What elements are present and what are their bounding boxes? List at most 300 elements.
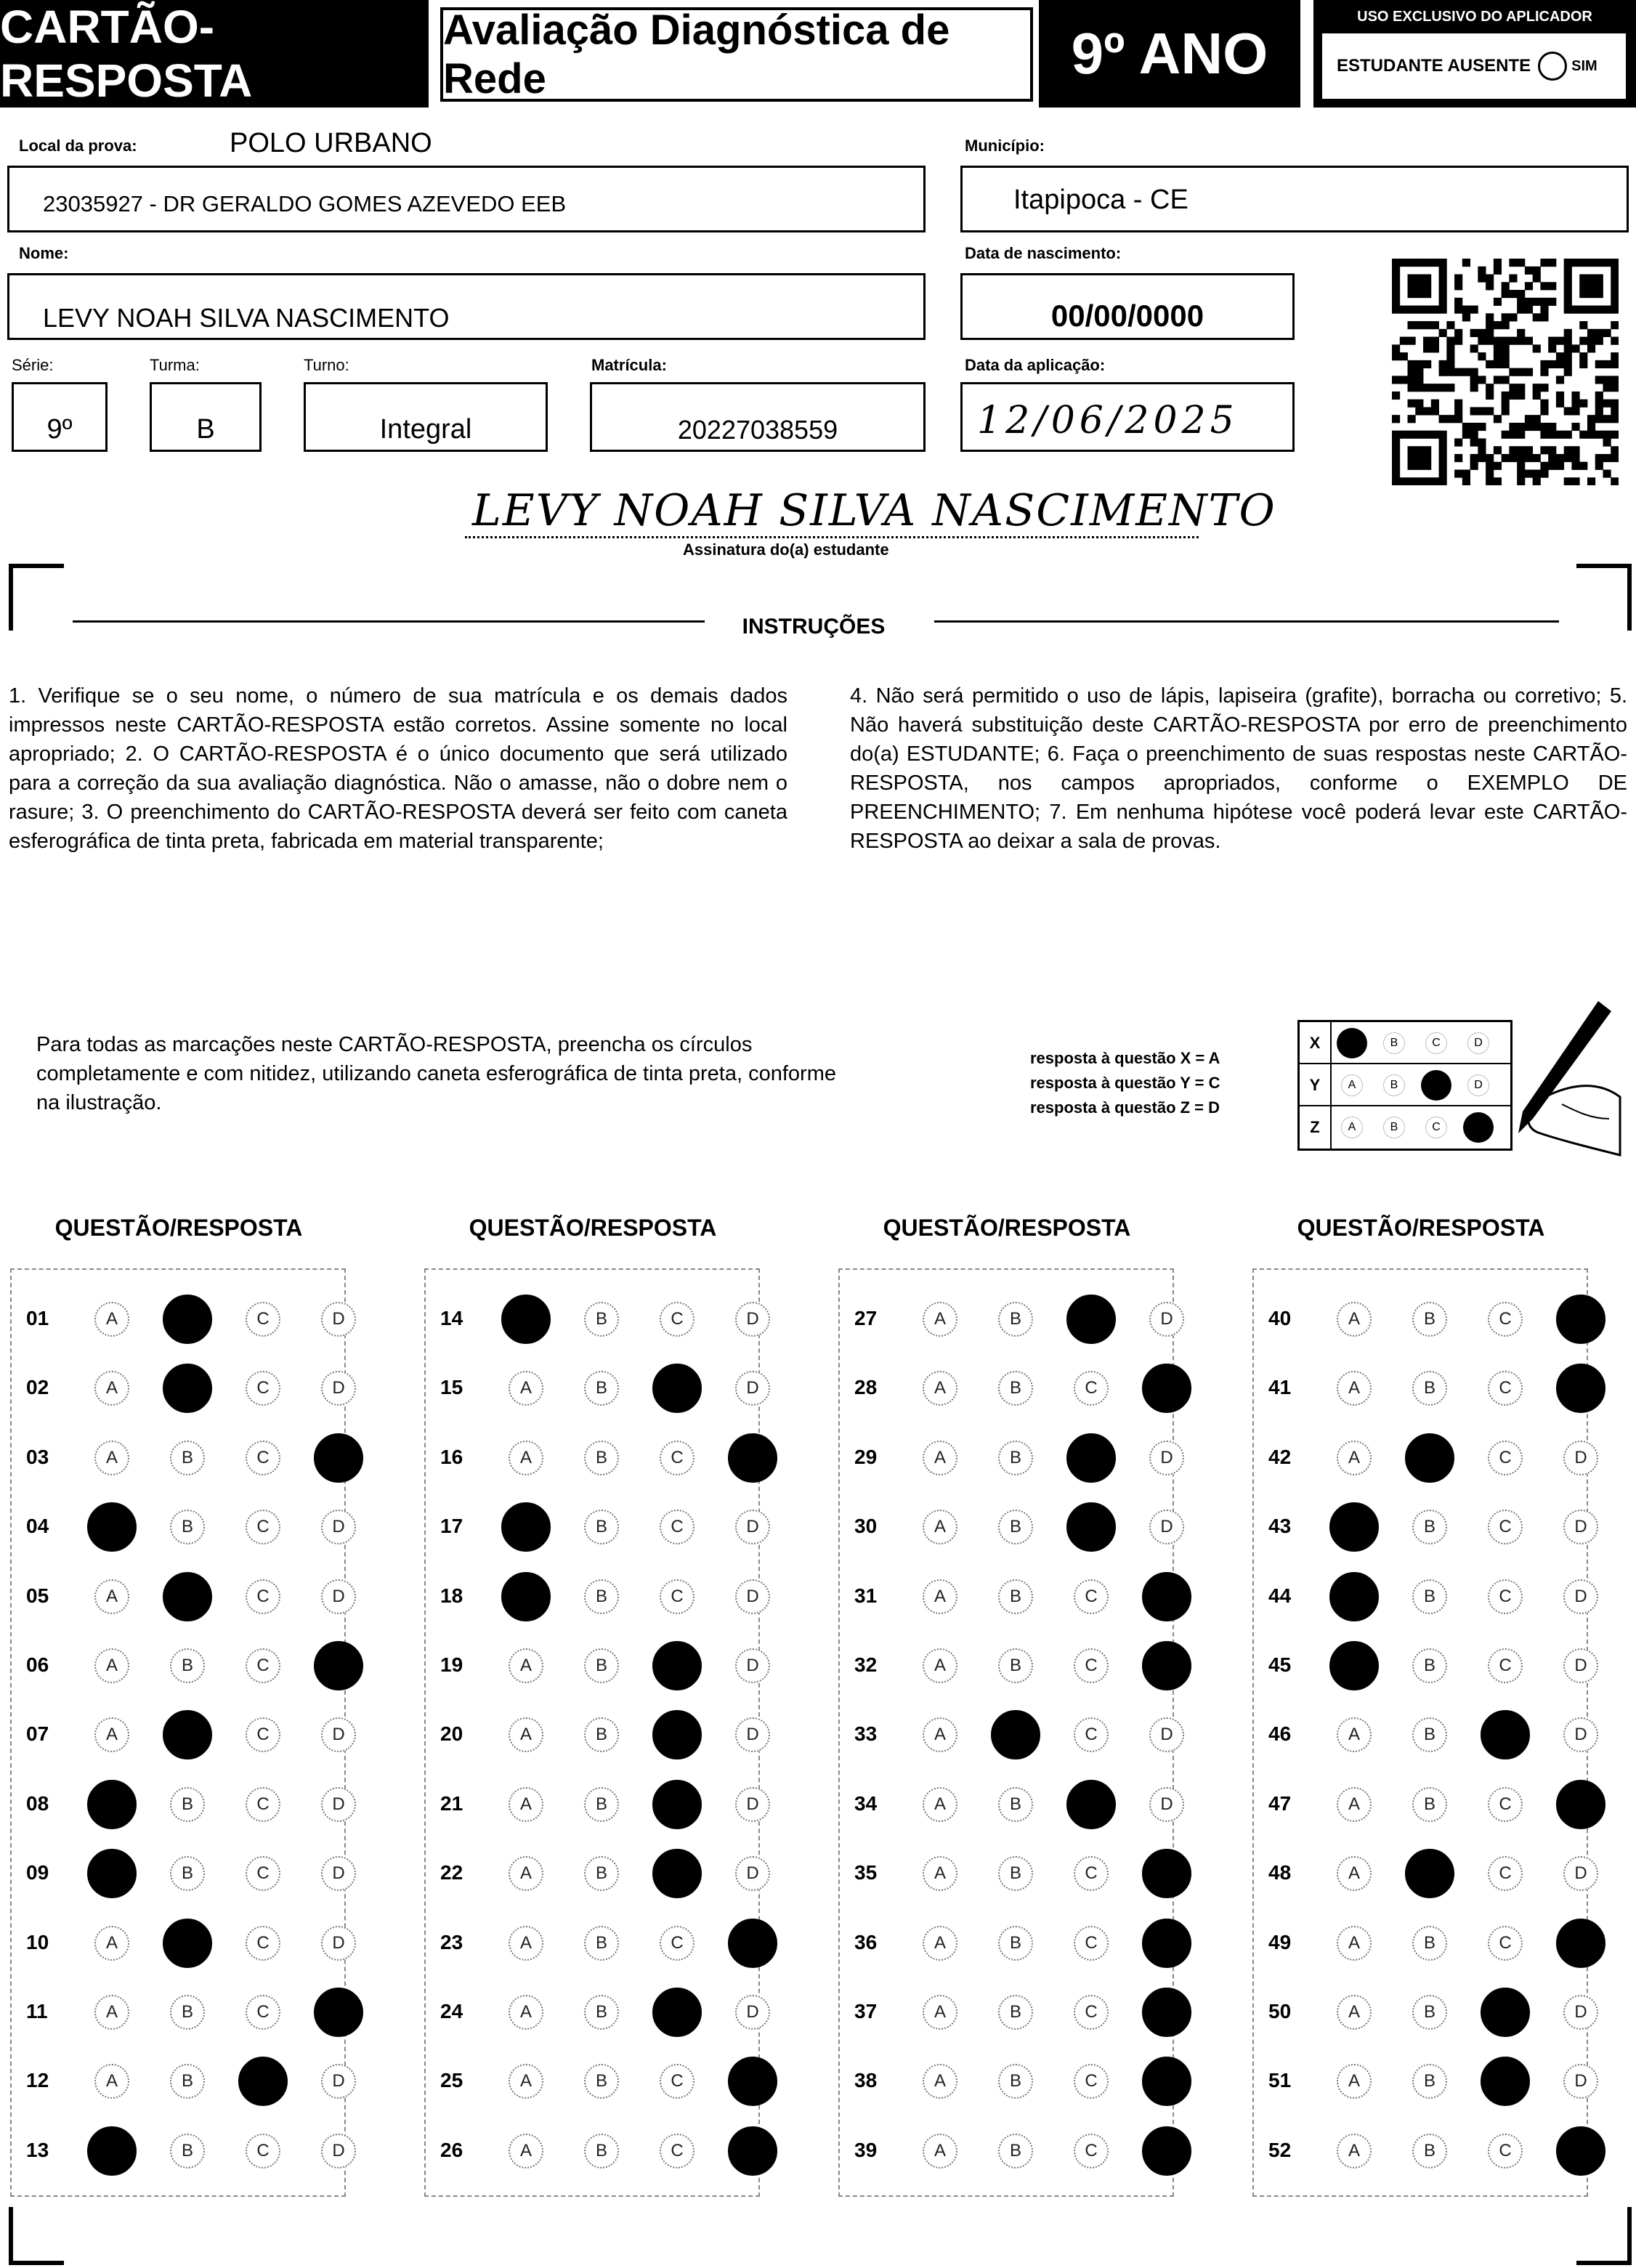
answer-bubble-d[interactable]: D [735, 1995, 770, 2030]
answer-bubble-d[interactable]: D [735, 1371, 770, 1406]
qr-module [1502, 313, 1510, 321]
answer-bubble-b[interactable]: B [1412, 1995, 1447, 2030]
answer-bubble-a[interactable]: A [1337, 1371, 1372, 1406]
qr-module [1478, 329, 1486, 337]
nascimento-value: 00/00/0000 [1050, 299, 1204, 333]
qr-module [1408, 454, 1416, 462]
answer-bubble-b[interactable] [163, 1710, 212, 1759]
column-title: QUESTÃO/RESPOSTA [1297, 1215, 1545, 1241]
answer-bubble-d[interactable]: D [1563, 2064, 1598, 2099]
answer-bubble-d[interactable]: D [1563, 1717, 1598, 1752]
answer-bubble-c[interactable] [1481, 1710, 1530, 1759]
answer-bubble-d[interactable]: D [321, 1856, 356, 1891]
answer-bubble-d[interactable] [1142, 1572, 1191, 1621]
frame-corner-br [1576, 2207, 1632, 2265]
answer-bubble-b[interactable]: B [998, 1856, 1033, 1891]
answer-bubble-b[interactable]: B [998, 1441, 1033, 1475]
answer-bubble-c[interactable]: C [246, 1926, 280, 1961]
qr-module [1478, 337, 1486, 345]
answer-bubble-a[interactable] [87, 1502, 137, 1552]
answer-bubble-c[interactable] [1066, 1295, 1116, 1344]
qr-module [1579, 282, 1587, 290]
answer-bubble-a[interactable]: A [509, 1441, 543, 1475]
answer-bubble-b[interactable]: B [1412, 1926, 1447, 1961]
qr-module [1603, 329, 1611, 337]
answer-bubble-d[interactable] [1556, 2126, 1605, 2176]
qr-module [1571, 344, 1579, 352]
answer-bubble-c[interactable] [238, 2057, 288, 2106]
answer-bubble-d[interactable]: D [321, 1717, 356, 1752]
answer-bubble-d[interactable] [1142, 1641, 1191, 1690]
answer-bubble-b[interactable]: B [584, 1717, 619, 1752]
qr-module [1392, 306, 1400, 314]
answer-bubble-d[interactable]: D [321, 1579, 356, 1614]
answer-bubble-a[interactable]: A [94, 1371, 129, 1406]
qr-module [1525, 423, 1533, 431]
answer-bubble-d[interactable] [1142, 1364, 1191, 1413]
answer-bubble-c[interactable]: C [660, 1579, 695, 1614]
answer-bubble-c[interactable]: C [246, 1579, 280, 1614]
answer-bubble-a[interactable]: A [509, 1717, 543, 1752]
answer-bubble-d[interactable] [728, 1919, 777, 1968]
answer-bubble-a[interactable]: A [1337, 1441, 1372, 1475]
qr-module [1564, 259, 1572, 267]
qr-module [1587, 259, 1595, 267]
answer-bubble-b[interactable]: B [170, 2064, 205, 2099]
column-title: QUESTÃO/RESPOSTA [883, 1215, 1131, 1241]
qr-module [1478, 376, 1486, 384]
answer-bubble-b[interactable]: B [584, 1648, 619, 1683]
answer-bubble-c[interactable]: C [660, 2064, 695, 2099]
answer-bubble-d[interactable]: D [321, 1926, 356, 1961]
answer-bubble-c[interactable]: C [1488, 1926, 1523, 1961]
answer-bubble-a[interactable]: A [1337, 2064, 1372, 2099]
answer-bubble-b[interactable] [163, 1295, 212, 1344]
question-number: 05 [26, 1584, 49, 1607]
answer-bubble-d[interactable]: D [1149, 1441, 1184, 1475]
municipio-box [960, 166, 1629, 232]
answer-bubble-d[interactable]: D [1149, 1717, 1184, 1752]
answer-bubble-a[interactable]: A [1337, 1856, 1372, 1891]
answer-bubble-d[interactable]: D [735, 1510, 770, 1544]
answer-bubble-c[interactable] [652, 1988, 702, 2037]
qr-module [1408, 259, 1416, 267]
qr-module [1486, 454, 1494, 462]
qr-module [1517, 431, 1525, 439]
answer-bubble-a[interactable] [501, 1572, 551, 1621]
qr-module [1431, 321, 1439, 329]
answer-bubble-c[interactable] [1066, 1502, 1116, 1552]
answer-bubble-d[interactable]: D [735, 1787, 770, 1822]
answer-bubble-a[interactable]: A [923, 1579, 957, 1614]
answer-bubble-d[interactable]: D [735, 1302, 770, 1337]
answer-bubble-d[interactable]: D [1563, 1995, 1598, 2030]
answer-bubble-b[interactable]: B [998, 2134, 1033, 2168]
answer-bubble-a[interactable]: A [94, 1579, 129, 1614]
qr-module [1423, 407, 1431, 415]
answer-bubble-a[interactable]: A [1337, 1995, 1372, 2030]
answer-bubble-a[interactable] [1329, 1641, 1379, 1690]
nascimento-box [960, 273, 1295, 340]
answer-bubble-a[interactable]: A [94, 1717, 129, 1752]
answer-bubble-d[interactable] [1556, 1919, 1605, 1968]
answer-bubble-a[interactable]: A [509, 1648, 543, 1683]
qr-module [1400, 431, 1408, 439]
answer-bubble-b[interactable]: B [998, 2064, 1033, 2099]
answer-bubble-d[interactable]: D [1149, 1510, 1184, 1544]
question-number: 37 [854, 2000, 878, 2022]
answer-bubble-d[interactable] [314, 1641, 363, 1690]
answer-bubble-c[interactable]: C [246, 1856, 280, 1891]
answer-bubble-b[interactable]: B [1412, 1717, 1447, 1752]
answer-bubble-b[interactable]: B [998, 1371, 1033, 1406]
answer-bubble-d[interactable]: D [321, 2134, 356, 2168]
answer-bubble-b[interactable]: B [584, 1371, 619, 1406]
answer-bubble-c[interactable]: C [1488, 1510, 1523, 1544]
qr-module [1470, 462, 1478, 470]
answer-bubble-a[interactable]: A [1337, 1302, 1372, 1337]
answer-bubble-b[interactable]: B [584, 2134, 619, 2168]
answer-bubble-c[interactable]: C [1488, 1441, 1523, 1475]
qr-module [1571, 446, 1579, 454]
answer-bubble-d[interactable] [728, 1433, 777, 1483]
answer-bubble-c[interactable] [652, 1780, 702, 1829]
qr-module [1415, 275, 1423, 283]
nome-value: LEVY NOAH SILVA NASCIMENTO [43, 303, 450, 333]
qr-module [1408, 282, 1416, 290]
answer-bubble-a[interactable]: A [1337, 1717, 1372, 1752]
qr-module [1502, 337, 1510, 345]
answer-bubble-a[interactable]: A [509, 2134, 543, 2168]
qr-module [1454, 454, 1462, 462]
answer-bubble-c[interactable]: C [246, 1510, 280, 1544]
answer-bubble-c[interactable] [652, 1849, 702, 1898]
answer-bubble-a[interactable]: A [94, 1926, 129, 1961]
example-legend [1030, 1046, 1220, 1120]
qr-module [1579, 290, 1587, 298]
question-number: 43 [1268, 1515, 1292, 1538]
answer-bubble-d[interactable]: D [1563, 1648, 1598, 1683]
answer-bubble-d[interactable]: D [1563, 1441, 1598, 1475]
answer-bubble-c[interactable]: C [660, 1441, 695, 1475]
qr-module [1611, 384, 1619, 392]
answer-bubble-c[interactable]: C [1074, 2064, 1109, 2099]
answer-bubble-a[interactable]: A [923, 1926, 957, 1961]
answer-bubble-c[interactable] [652, 1710, 702, 1759]
answer-bubble-d[interactable]: D [321, 1371, 356, 1406]
qr-module [1611, 446, 1619, 454]
answer-bubble-b[interactable] [163, 1364, 212, 1413]
qr-module [1564, 344, 1572, 352]
question-number: 25 [440, 2069, 463, 2092]
answer-bubble-c[interactable] [1066, 1433, 1116, 1483]
answer-bubble-b[interactable]: B [170, 1510, 205, 1544]
answer-bubble-a[interactable]: A [1337, 2134, 1372, 2168]
answer-bubble-c[interactable]: C [660, 1926, 695, 1961]
answer-bubble-a[interactable]: A [509, 1995, 543, 2030]
answer-bubble-d[interactable] [1556, 1295, 1605, 1344]
school-box [7, 166, 926, 232]
answer-bubble-a[interactable]: A [923, 2134, 957, 2168]
answer-bubble-b[interactable]: B [584, 1441, 619, 1475]
qr-module [1470, 407, 1478, 415]
answer-bubble-b[interactable]: B [998, 1579, 1033, 1614]
question-number: 12 [26, 2069, 49, 2092]
answer-bubble-c[interactable]: C [246, 1371, 280, 1406]
answer-bubble-a[interactable]: A [94, 1302, 129, 1337]
answer-bubble-c[interactable]: C [1488, 1648, 1523, 1683]
answer-bubble-c[interactable]: C [1074, 1926, 1109, 1961]
qr-module [1486, 477, 1494, 485]
answer-bubble-a[interactable]: A [94, 1995, 129, 2030]
answer-bubble-b[interactable] [1405, 1433, 1454, 1483]
qr-module [1408, 337, 1416, 345]
answer-bubble-c[interactable] [1481, 1988, 1530, 2037]
answer-bubble-b[interactable]: B [1412, 1787, 1447, 1822]
answer-bubble-d[interactable]: D [735, 1856, 770, 1891]
answer-bubble-b[interactable] [163, 1572, 212, 1621]
answer-bubble-d[interactable] [1142, 1919, 1191, 1968]
answer-bubble-a[interactable]: A [1337, 1787, 1372, 1822]
qr-module [1587, 423, 1595, 431]
answer-bubble-a[interactable] [1329, 1502, 1379, 1552]
answer-bubble-a[interactable]: A [1337, 1926, 1372, 1961]
answer-bubble-b[interactable]: B [584, 1579, 619, 1614]
qr-module [1571, 306, 1579, 314]
answer-bubble-b[interactable]: B [584, 1926, 619, 1961]
answer-bubble-c[interactable]: C [246, 1787, 280, 1822]
qr-module [1533, 415, 1541, 423]
answer-bubble-c[interactable]: C [1074, 1648, 1109, 1683]
answer-bubble-a[interactable]: A [94, 2064, 129, 2099]
answer-bubble-c[interactable]: C [1488, 1371, 1523, 1406]
answer-bubble-c[interactable]: C [246, 1441, 280, 1475]
answer-bubble-a[interactable]: A [923, 1995, 957, 2030]
answer-bubble-a[interactable]: A [94, 1648, 129, 1683]
answer-bubble-c[interactable]: C [246, 1302, 280, 1337]
question-number: 14 [440, 1307, 463, 1329]
serie-box [12, 382, 108, 452]
question-number: 04 [26, 1515, 49, 1538]
answer-bubble-d[interactable]: D [735, 1579, 770, 1614]
question-number: 49 [1268, 1930, 1292, 1953]
answer-bubble-d[interactable]: D [321, 1302, 356, 1337]
answer-bubble-c[interactable]: C [1488, 1856, 1523, 1891]
answer-bubble-a[interactable] [87, 2126, 137, 2176]
matricula-box [590, 382, 926, 452]
qr-module [1454, 306, 1462, 314]
qr-module [1431, 337, 1439, 345]
answer-bubble-d[interactable] [1556, 1364, 1605, 1413]
answer-bubble-d[interactable]: D [1563, 1510, 1598, 1544]
answer-bubble-a[interactable]: A [509, 1926, 543, 1961]
answer-bubble-b[interactable]: B [584, 1787, 619, 1822]
answer-bubble-d[interactable] [1142, 1988, 1191, 2037]
answer-bubble-a[interactable]: A [923, 1302, 957, 1337]
answer-bubble-b[interactable]: B [1412, 1648, 1447, 1683]
answer-bubble-b[interactable]: B [1412, 1579, 1447, 1614]
answer-bubble-c[interactable]: C [246, 1717, 280, 1752]
answer-bubble-d[interactable] [314, 1433, 363, 1483]
answer-bubble-b[interactable]: B [584, 1302, 619, 1337]
qr-module [1415, 360, 1423, 368]
qr-module [1533, 267, 1541, 275]
answer-bubble-b[interactable]: B [1412, 2064, 1447, 2099]
answer-bubble-c[interactable] [652, 1364, 702, 1413]
answer-bubble-a[interactable]: A [923, 1441, 957, 1475]
qr-module [1564, 360, 1572, 368]
answer-bubble-d[interactable] [1142, 2057, 1191, 2106]
example-row [1300, 1106, 1510, 1149]
answer-bubble-a[interactable]: A [923, 1371, 957, 1406]
answer-bubble-c[interactable]: C [1074, 1856, 1109, 1891]
answer-bubble-d[interactable] [728, 2126, 777, 2176]
answer-bubble-a[interactable]: A [509, 2064, 543, 2099]
question-number: 46 [1268, 1722, 1292, 1746]
answer-bubble-c[interactable]: C [1074, 1717, 1109, 1752]
absent-box [1322, 33, 1626, 99]
answer-bubble-c[interactable]: C [660, 2134, 695, 2168]
answer-bubble-d[interactable] [728, 2057, 777, 2106]
answer-bubble-a[interactable]: A [509, 1856, 543, 1891]
answer-bubble-c[interactable]: C [1488, 1787, 1523, 1822]
answer-bubble-a[interactable]: A [923, 1717, 957, 1752]
answer-bubble-b[interactable]: B [584, 1995, 619, 2030]
answer-bubble-d[interactable]: D [735, 1717, 770, 1752]
answer-bubble-a[interactable]: A [923, 1787, 957, 1822]
answer-bubble-b[interactable]: B [1412, 1371, 1447, 1406]
answer-bubble-b[interactable] [1405, 1849, 1454, 1898]
answer-bubble-a[interactable]: A [509, 1787, 543, 1822]
answer-bubble-c[interactable]: C [1074, 1579, 1109, 1614]
qr-module [1603, 415, 1611, 423]
answer-bubble-a[interactable]: A [923, 2064, 957, 2099]
answer-bubble-c[interactable] [1066, 1780, 1116, 1829]
qr-module [1525, 454, 1533, 462]
answer-bubble-b[interactable]: B [170, 1648, 205, 1683]
qr-module [1540, 462, 1548, 470]
answer-bubble-a[interactable] [501, 1295, 551, 1344]
answer-bubble-b[interactable]: B [170, 1995, 205, 2030]
answer-bubble-a[interactable] [501, 1502, 551, 1552]
answer-bubble-d[interactable]: D [1149, 1302, 1184, 1337]
answer-bubble-d[interactable]: D [735, 1648, 770, 1683]
question-number: 21 [440, 1791, 463, 1815]
qr-module [1548, 282, 1556, 290]
answer-bubble-d[interactable]: D [321, 1787, 356, 1822]
qr-module [1517, 477, 1525, 485]
qr-module [1439, 298, 1447, 306]
answer-bubble-d[interactable]: D [321, 2064, 356, 2099]
answer-bubble-a[interactable] [87, 1849, 137, 1898]
answer-bubble-d[interactable] [1142, 2126, 1191, 2176]
answer-bubble-b[interactable]: B [1412, 1302, 1447, 1337]
answer-bubble-c[interactable]: C [1074, 1371, 1109, 1406]
answer-bubble-c[interactable] [1481, 2057, 1530, 2106]
question-number: 13 [26, 2138, 49, 2161]
question-number: 36 [854, 1930, 878, 1953]
answer-bubble-c[interactable]: C [1074, 1995, 1109, 2030]
instructions-rule-right [934, 620, 1559, 623]
answer-bubble-a[interactable]: A [94, 1441, 129, 1475]
qr-module [1525, 368, 1533, 376]
answer-bubble-d[interactable] [314, 1988, 363, 2037]
answer-bubble-b[interactable]: B [170, 1441, 205, 1475]
answer-bubble-a[interactable]: A [923, 1648, 957, 1683]
answer-bubble-b[interactable]: B [1412, 1510, 1447, 1544]
answer-bubble-d[interactable]: D [1563, 1579, 1598, 1614]
answer-bubble-d[interactable]: D [1149, 1787, 1184, 1822]
example-row-label: X [1300, 1022, 1332, 1064]
qr-module [1556, 337, 1564, 345]
answer-bubble-c[interactable]: C [1074, 2134, 1109, 2168]
answer-bubble-c[interactable]: C [660, 1510, 695, 1544]
answer-bubble-c[interactable]: C [1488, 1302, 1523, 1337]
answer-bubble-c[interactable]: C [246, 2134, 280, 2168]
answer-bubble-b[interactable] [163, 1919, 212, 1968]
answer-bubble-b[interactable]: B [170, 1787, 205, 1822]
answer-bubble-b[interactable]: B [584, 1856, 619, 1891]
qr-module [1470, 438, 1478, 446]
example-bubble-b: B [1383, 1117, 1405, 1138]
answer-bubble-c[interactable]: C [660, 1302, 695, 1337]
answer-bubble-b[interactable]: B [584, 1510, 619, 1544]
answer-bubble-a[interactable]: A [923, 1856, 957, 1891]
answer-bubble-c[interactable]: C [1488, 1579, 1523, 1614]
qr-module [1408, 400, 1416, 408]
answer-bubble-d[interactable] [1142, 1849, 1191, 1898]
answer-bubble-b[interactable]: B [998, 1648, 1033, 1683]
answer-bubble-a[interactable] [1329, 1572, 1379, 1621]
qr-module [1525, 306, 1533, 314]
qr-module [1502, 454, 1510, 462]
answer-bubble-d[interactable]: D [1563, 1856, 1598, 1891]
answer-bubble-b[interactable]: B [170, 1856, 205, 1891]
answer-bubble-a[interactable] [87, 1780, 137, 1829]
answer-bubble-b[interactable] [991, 1710, 1040, 1759]
qr-module [1423, 454, 1431, 462]
answer-bubble-b[interactable]: B [1412, 2134, 1447, 2168]
answer-bubble-b[interactable]: B [998, 1787, 1033, 1822]
answer-bubble-b[interactable]: B [998, 1926, 1033, 1961]
qr-module [1415, 384, 1423, 392]
qr-module [1525, 337, 1533, 345]
answer-bubble-b[interactable]: B [998, 1995, 1033, 2030]
answer-bubble-b[interactable]: B [998, 1302, 1033, 1337]
answer-bubble-d[interactable] [1556, 1780, 1605, 1829]
answer-bubble-c[interactable] [652, 1641, 702, 1690]
question-number: 03 [26, 1445, 49, 1468]
answer-bubble-b[interactable]: B [170, 2134, 205, 2168]
answer-bubble-a[interactable]: A [923, 1510, 957, 1544]
qr-module [1595, 415, 1603, 423]
absent-checkbox[interactable] [1538, 52, 1567, 81]
qr-module [1595, 282, 1603, 290]
answer-bubble-d[interactable]: D [321, 1510, 356, 1544]
answer-bubble-b[interactable]: B [998, 1510, 1033, 1544]
qr-module [1400, 306, 1408, 314]
question-number: 38 [854, 2069, 878, 2092]
qr-module [1571, 259, 1579, 267]
answer-bubble-a[interactable]: A [509, 1371, 543, 1406]
qr-module [1486, 384, 1494, 392]
qr-module [1564, 290, 1572, 298]
answer-bubble-c[interactable]: C [1488, 2134, 1523, 2168]
example-row-label: Z [1300, 1106, 1332, 1149]
answer-bubble-c[interactable]: C [246, 1648, 280, 1683]
answer-bubble-c[interactable]: C [246, 1995, 280, 2030]
answer-bubble-b[interactable]: B [584, 2064, 619, 2099]
